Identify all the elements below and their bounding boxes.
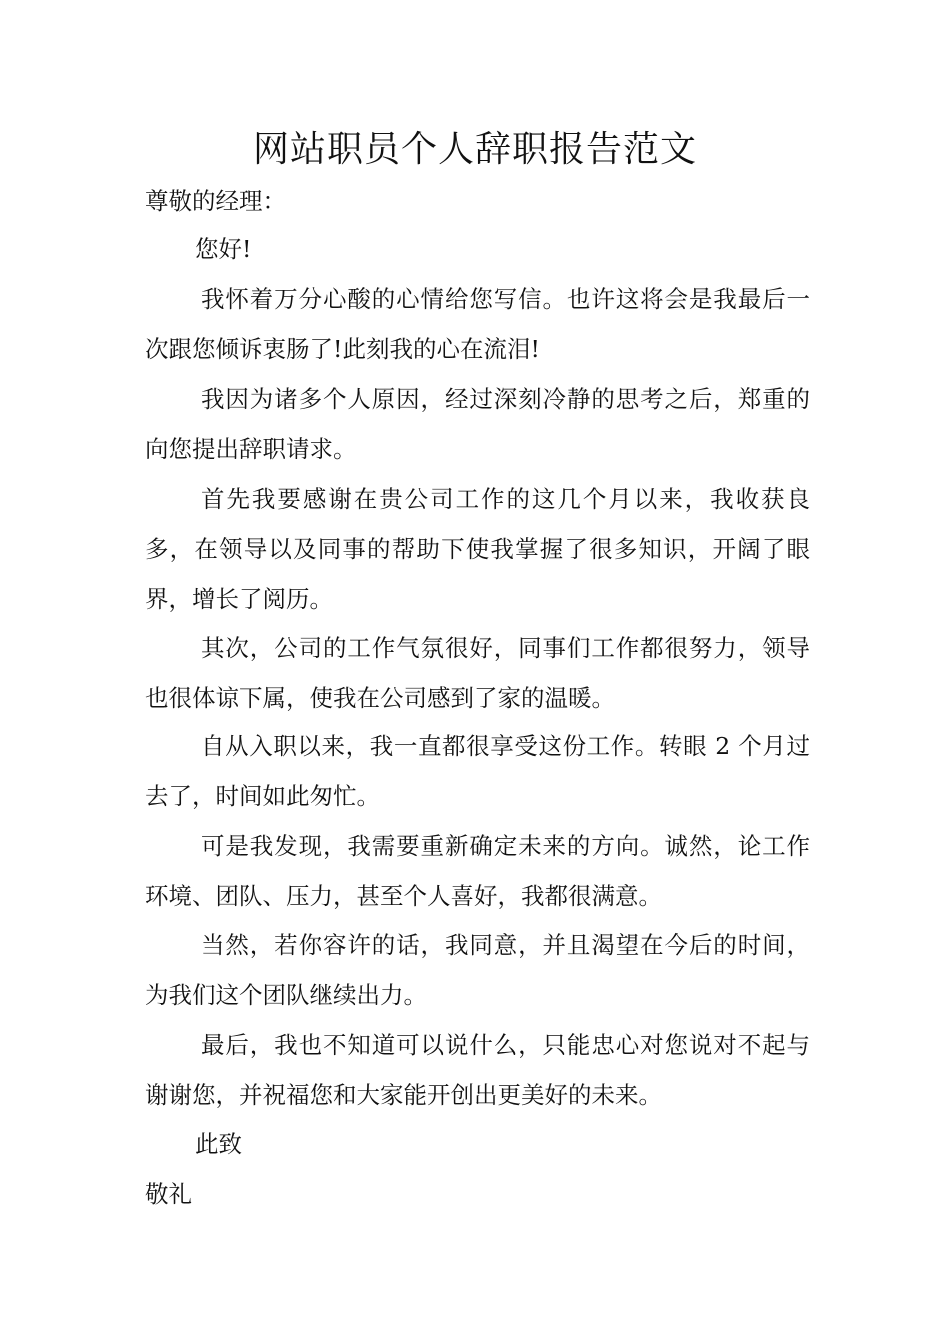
- paragraph-8: 最后，我也不知道可以说什么，只能忠心对您说对不起与谢谢您，并祝福您和大家能开创出更美好的未来。: [145, 1031, 810, 1109]
- paragraph-6: 可是我发现，我需要重新确定未来的方向。诚然，论工作环境、团队、压力，甚至个人喜好，我都很满意。: [145, 832, 810, 910]
- paragraph-7: 当然，若你容许的话，我同意，并且渴望在今后的时间，为我们这个团队继续出力。: [145, 931, 810, 1009]
- paragraph-2: 我因为诸多个人原因，经过深刻冷静的思考之后，郑重的向您提出辞职请求。: [145, 385, 810, 463]
- paragraph-5: 自从入职以来，我一直都很享受这份工作。转眼 2 个月过去了，时间如此匆忙。: [145, 732, 810, 810]
- closing-cizhi: 此致: [195, 1130, 242, 1158]
- paragraph-1: 我怀着万分心酸的心情给您写信。也许这将会是我最后一次跟您倾诉衷肠了!此刻我的心在流泪!: [145, 285, 810, 363]
- closing-jingli: 敬礼: [145, 1180, 192, 1208]
- paragraph-3: 首先我要感谢在贵公司工作的这几个月以来，我收获良多，在领导以及同事的帮助下使我掌握了很多知识，开阔了眼界，增长了阅历。: [145, 485, 810, 613]
- paragraph-4: 其次，公司的工作气氛很好，同事们工作都很努力，领导也很体谅下属，使我在公司感到了家的温暖。: [145, 634, 810, 712]
- greeting: 您好!: [195, 235, 252, 263]
- salutation: 尊敬的经理：: [145, 187, 286, 215]
- document-title: 网站职员个人辞职报告范文: [252, 129, 697, 170]
